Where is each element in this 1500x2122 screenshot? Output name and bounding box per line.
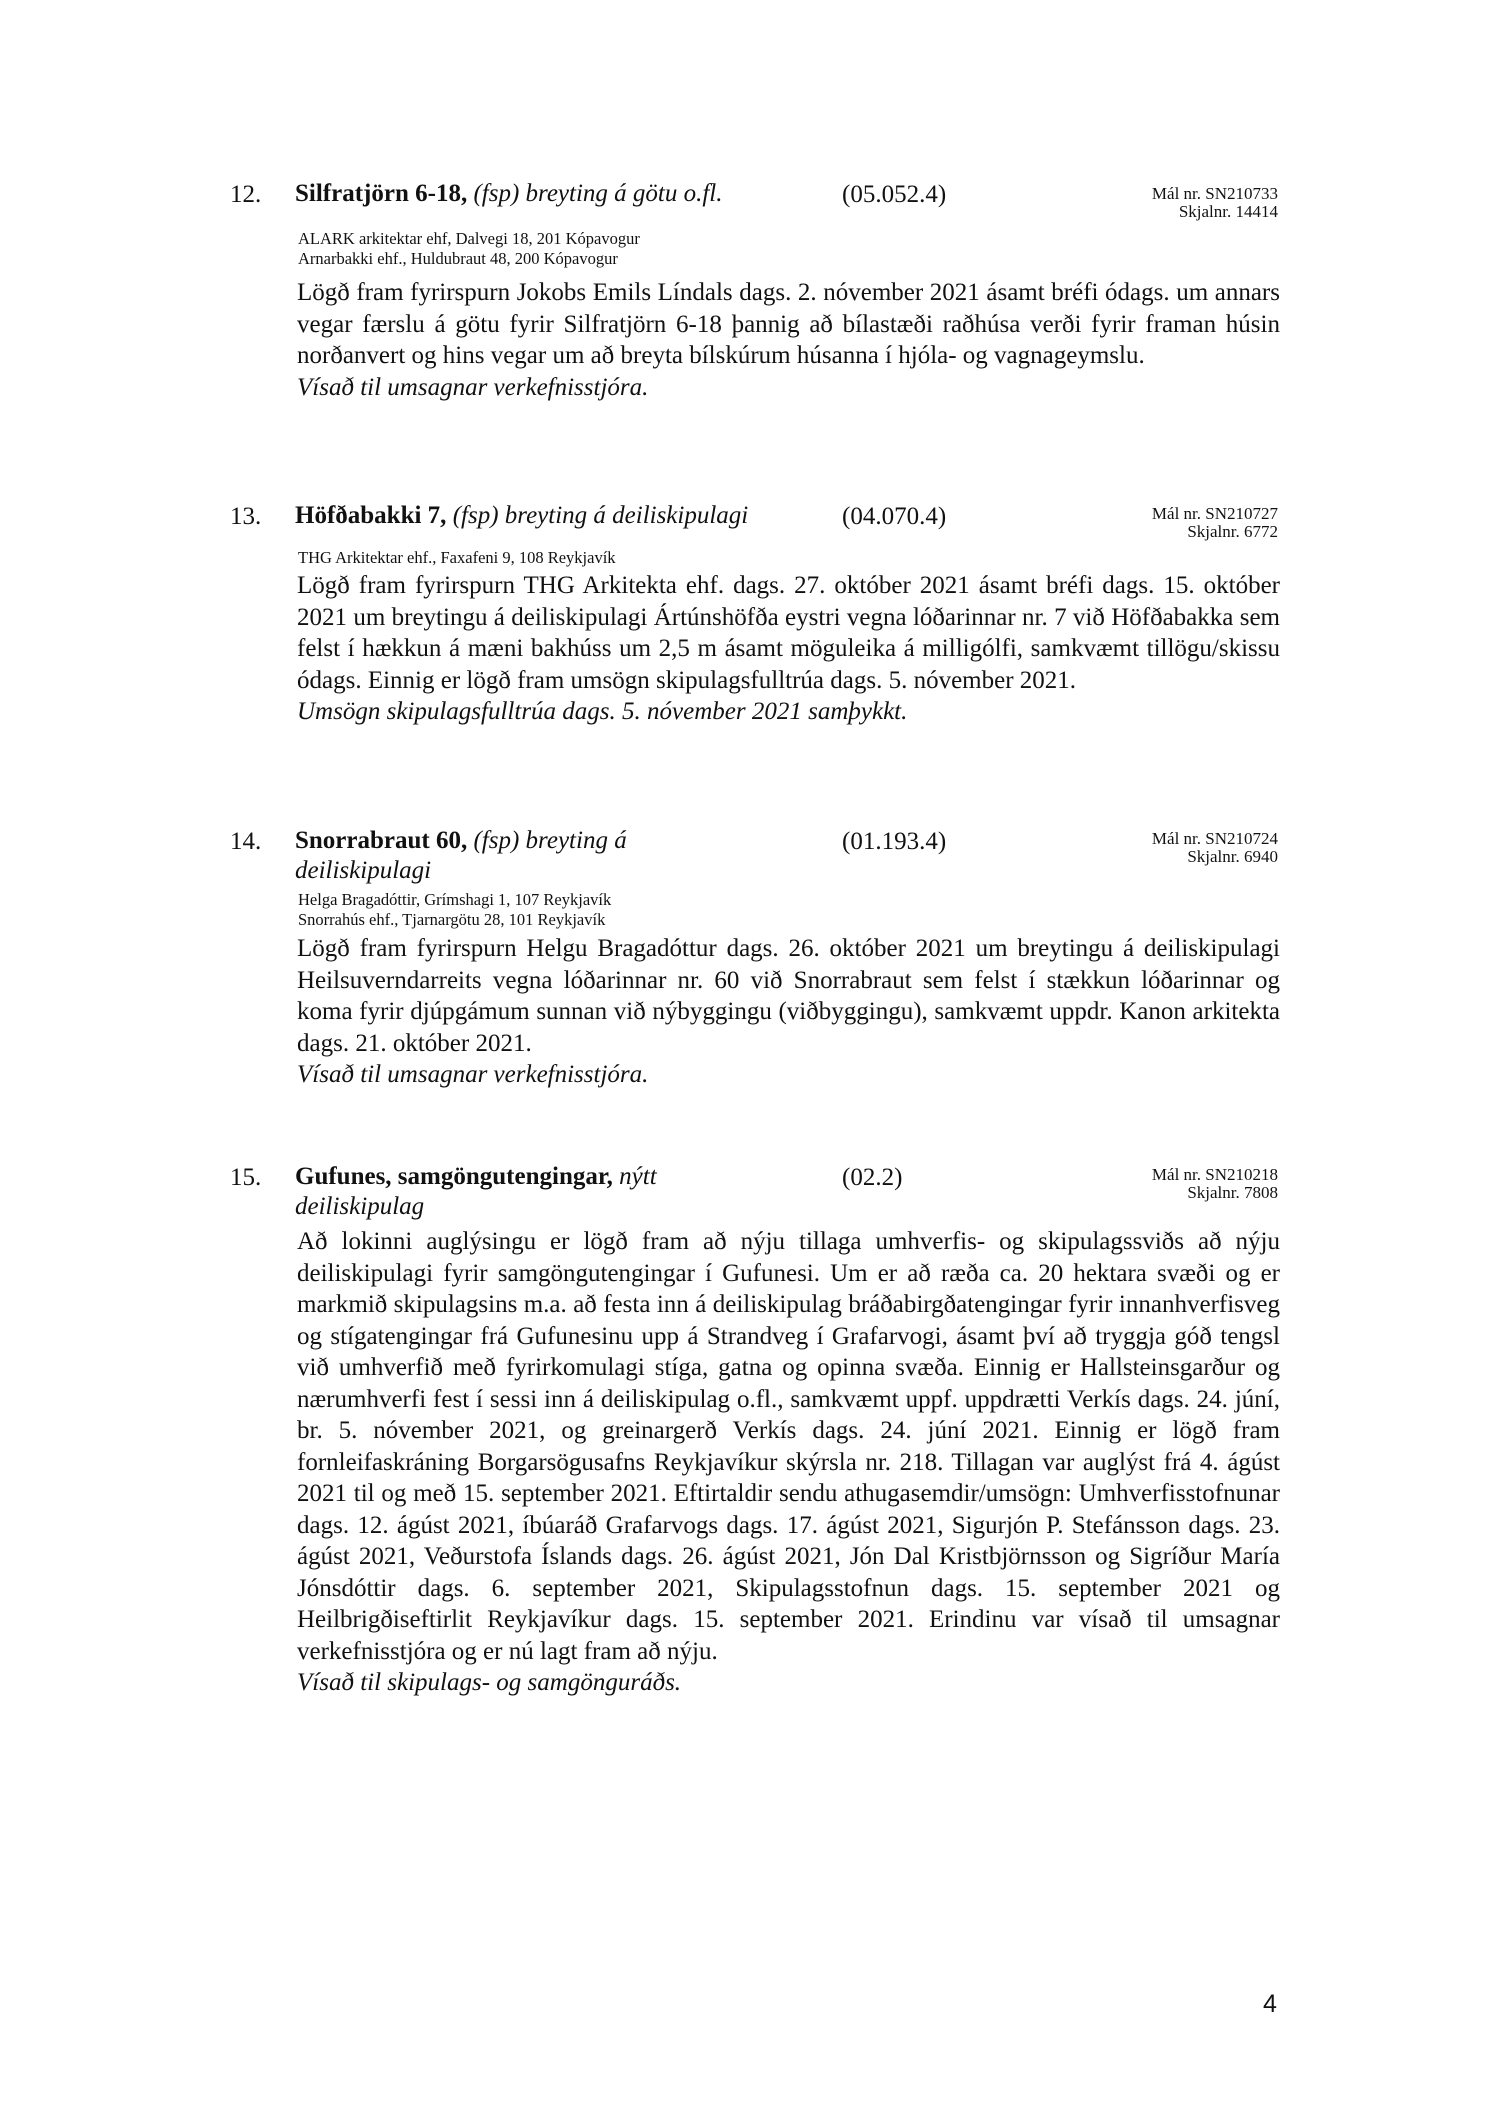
item-title-bold: Höfðabakki 7, xyxy=(295,502,447,529)
party-line: Helga Bragadóttir, Grímshagi 1, 107 Reykjavík xyxy=(298,890,612,909)
item-title-bold: Gufunes, samgöngutengingar, xyxy=(295,1163,613,1190)
mal-nr: Mál nr. SN210724 xyxy=(1151,829,1278,848)
item-number: 13. xyxy=(230,503,262,530)
item-body xyxy=(297,277,1280,403)
item-body xyxy=(297,570,1280,728)
mal-nr: Mál nr. SN210218 xyxy=(1151,1165,1278,1184)
item-body xyxy=(297,933,1280,1091)
item-decision: Vísað til umsagnar verkefnisstjóra. xyxy=(297,1061,649,1088)
item-description: Að lokinni auglýsingu er lögð fram að nýju tillaga umhverfis- og skipulagssviðs að nýju deiliskipulagi fyrir samgöngutengingar í Gufunesi. Um er að ræða ca. 20 hektara svæði og er markmið skipulagsins m.a. að festa inn á deiliskipulag bráðabirgðatengingar fyrir innanhverfisveg og stígatengingar frá Gufunesinu upp á Strandveg í Grafarvogi, ásamt því að tryggja góð tengsl við umhverfið með fyrirkomulagi stíga, gatna og opinna svæða. Einnig er Hallsteinsgarður og nærumhverfi fest í sessi inn á deiliskipulag o.fl., samkvæmt uppf. uppdrætti Verkís dags. 24. júní, br. 5. nóvember 2021, og greinargerð Verkís dags. 24. júní 2021. Einnig er lögð fram fornleifaskráning Borgarsögusafns Reykjavíkur skýrsla nr. 218. Tillagan var auglýst frá 4. ágúst 2021 til og með 15. september 2021. Eftirtaldir sendu athugasemdir/umsögn: Umhverfisstofnunar dags. 12. ágúst 2021, íbúaráð Grafarvogs dags. 17. ágúst 2021, Sigurjón P. Stefánsson dags. 23. ágúst 2021, Veðurstofa Íslands dags. 26. ágúst 2021, Jón Dal Kristbjörnsson og Sigríður María Jónsdóttir dags. 6. september 2021, Skipulagsstofnun dags. 15. september 2021 og Heilbrigðiseftirlit Reykjavíkur dags. 15. september 2021. Erindinu var vísað til umsagnar verkefnisstjóra og er nú lagt fram að nýju. xyxy=(297,1228,1280,1665)
item-title xyxy=(295,501,855,531)
case-number-block xyxy=(1152,185,1278,221)
skjalnr: Skjalnr. 14414 xyxy=(1178,202,1278,221)
mal-nr: Mál nr. SN210733 xyxy=(1151,184,1278,203)
item-title-italic: (fsp) breyting á deiliskipulagi xyxy=(452,502,749,529)
item-body xyxy=(297,1226,1280,1699)
case-number-block xyxy=(1152,1166,1278,1202)
item-description: Lögð fram fyrirspurn THG Arkitekta ehf. dags. 27. október 2021 ásamt bréfi dags. 15. október 2021 um breytingu á deiliskipulagi Ártúnshöfða eystri vegna lóðarinnar nr. 7 við Höfðabakka sem felst í hækkun á mæni bakhúss um 2,5 m ásamt möguleika á milligólfi, samkvæmt tillögu/skissu ódags. Einnig er lögð fram umsögn skipulagsfulltrúa dags. 5. nóvember 2021. xyxy=(297,572,1280,694)
item-title xyxy=(295,179,815,209)
item-decision: Vísað til umsagnar verkefnisstjóra. xyxy=(297,373,649,401)
item-code: (01.193.4) xyxy=(842,828,947,855)
skjalnr: Skjalnr. 6940 xyxy=(1187,847,1278,866)
item-title-italic: nýtt deiliskipulag xyxy=(295,1163,657,1220)
item-description: Lögð fram fyrirspurn Helgu Bragadóttur dags. 26. október 2021 um breytingu á deiliskipulagi Heilsuverndarreits vegna lóðarinnar nr. 60 við Snorrabraut sem felst í stækkun lóðarinnar og koma fyrir djúpgámum sunnan við nýbyggingu (viðbyggingu), samkvæmt uppdr. Kanon arkitekta dags. 21. október 2021. xyxy=(297,935,1280,1057)
party-line: THG Arkitektar ehf., Faxafeni 9, 108 Reykjavík xyxy=(298,548,616,567)
item-code: (04.070.4) xyxy=(842,503,947,530)
party-line: Arnarbakki ehf., Huldubraut 48, 200 Kópavogur xyxy=(298,249,618,268)
item-description: Lögð fram fyrirspurn Jokobs Emils Líndals dags. 2. nóvember 2021 ásamt bréfi ódags. um annars vegar færslu á götu fyrir Silfratjörn 6-18 þannig að bílastæði raðhúsa verði fyrir framan húsin norðanvert og hins vegar um að breyta bílskúrum húsanna í hjóla- og vagnageymslu. xyxy=(297,279,1280,369)
item-title xyxy=(295,826,695,886)
item-code: (02.2) xyxy=(842,1164,903,1191)
skjalnr: Skjalnr. 7808 xyxy=(1187,1183,1278,1202)
item-title-bold: Silfratjörn 6-18, xyxy=(295,180,468,207)
item-title-italic: (fsp) breyting á deiliskipulagi xyxy=(295,827,627,884)
party-line: Snorrahús ehf., Tjarnargötu 28, 101 Reykjavík xyxy=(298,910,606,929)
item-decision: Umsögn skipulagsfulltrúa dags. 5. nóvember 2021 samþykkt. xyxy=(297,698,908,725)
item-number: 12. xyxy=(230,181,262,208)
skjalnr: Skjalnr. 6772 xyxy=(1187,522,1278,541)
item-title xyxy=(295,1162,765,1222)
item-number: 15. xyxy=(230,1164,262,1191)
item-title-bold: Snorrabraut 60, xyxy=(295,827,468,854)
party-line: ALARK arkitektar ehf, Dalvegi 18, 201 Kópavogur xyxy=(298,229,640,248)
page-number: 4 xyxy=(1263,1990,1277,2018)
item-decision: Vísað til skipulags- og samgönguráðs. xyxy=(297,1669,682,1696)
case-number-block xyxy=(1152,505,1278,541)
case-number-block xyxy=(1152,830,1278,866)
item-title-italic: (fsp) breyting á götu o.fl. xyxy=(473,180,723,207)
item-number: 14. xyxy=(230,828,262,855)
item-code: (05.052.4) xyxy=(842,181,947,208)
mal-nr: Mál nr. SN210727 xyxy=(1151,504,1278,523)
